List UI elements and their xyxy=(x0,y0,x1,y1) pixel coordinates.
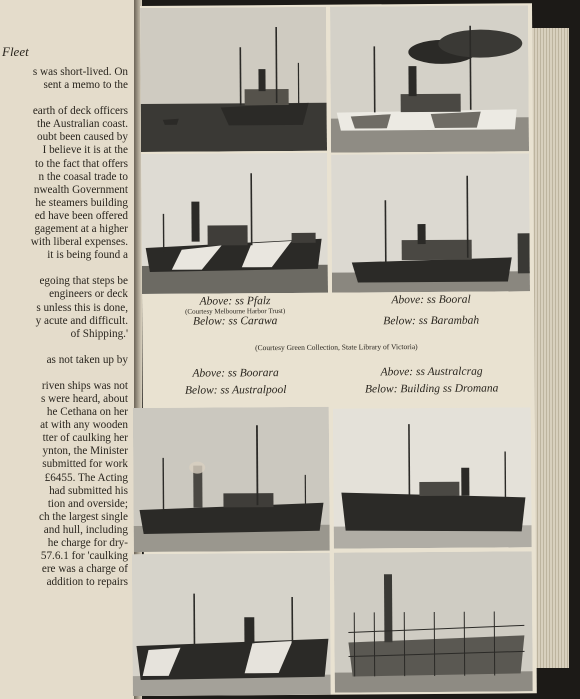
left-page-line: y acute and difficult. xyxy=(35,314,128,327)
left-page-line: it is being found a xyxy=(47,249,128,262)
left-page-line: at with any wooden xyxy=(40,419,128,432)
ship-photo-icon xyxy=(141,153,328,294)
left-page-line: nwealth Government xyxy=(33,183,128,196)
photo-barambah xyxy=(331,153,530,292)
ship-photo-icon xyxy=(331,153,530,292)
left-page-line: n the coasal trade to xyxy=(38,170,128,183)
left-page-line: earth of deck officers xyxy=(32,105,128,118)
photo-booral xyxy=(330,5,529,152)
left-page-line: ed have been offered xyxy=(34,209,128,222)
left-page-line: with liberal expenses. xyxy=(30,236,128,249)
left-page-line: s were heard, about xyxy=(41,392,128,405)
right-page xyxy=(140,3,537,696)
photo-dromana xyxy=(334,551,533,692)
left-page-line: and hull, including xyxy=(43,523,128,536)
left-page-line: egoing that steps be xyxy=(39,275,128,288)
left-page-line: had submitted his xyxy=(49,484,128,497)
caption-carawa: Below: ss Carawa xyxy=(192,315,278,328)
left-page-line xyxy=(0,262,128,275)
left-page-line: he charge for dry- xyxy=(47,537,128,549)
caption-boorara-australpool xyxy=(143,367,329,397)
ship-photo-icon xyxy=(330,5,529,152)
left-page-line: ynton, the Minister xyxy=(42,445,128,458)
left-page-line: tion and overside; xyxy=(47,497,128,510)
left-page-line: he steamers building xyxy=(35,196,128,209)
ship-photo-icon xyxy=(333,407,532,548)
left-page-line: sent a memo to the xyxy=(43,79,128,92)
left-page-heading: Fleet xyxy=(2,44,29,59)
left-page-line: £6455. The Acting xyxy=(44,471,128,484)
left-page-line: tter of caulking her xyxy=(42,432,128,445)
photo-boorara xyxy=(132,553,331,696)
left-page-line: s unless this is done, xyxy=(36,301,128,314)
caption-booral-barambah xyxy=(332,293,530,327)
caption-booral: Above: ss Booral xyxy=(391,293,471,307)
caption-barambah: Below: ss Barambah xyxy=(383,314,480,328)
left-page-line: oubt been caused by xyxy=(36,131,128,144)
ship-photo-icon xyxy=(132,553,331,696)
left-page-line: the Australian coast. xyxy=(36,118,128,131)
left-page-line: engineers or deck xyxy=(49,288,128,301)
ship-photo-icon xyxy=(133,407,330,552)
left-page-line: of Shipping.' xyxy=(70,327,128,340)
ship-photo-icon xyxy=(140,7,327,152)
photo-carawa xyxy=(141,153,328,294)
photo-australcrag xyxy=(333,407,532,548)
caption-australcrag-dromana xyxy=(333,365,531,395)
left-page-line xyxy=(0,92,128,105)
left-page-line xyxy=(0,367,128,380)
credit-melbourne-harbor-trust: (Courtesy Melbourne Harbor Trust) xyxy=(185,306,286,316)
left-page-line: 57.6.1 for 'caulking xyxy=(40,550,128,563)
left-page-line xyxy=(0,341,128,354)
left-page-line: ch the largest single xyxy=(39,510,128,523)
left-page-line: riven ships was not xyxy=(41,379,128,392)
left-page-line: addition to repairs xyxy=(46,576,128,589)
left-page-line: to the fact that offers xyxy=(35,157,128,170)
left-page-line: he Cethana on her xyxy=(46,406,128,419)
photo-pfalz xyxy=(140,7,327,152)
left-page-line: submitted for work xyxy=(42,458,128,471)
left-page-line: I believe it is at the xyxy=(42,144,128,157)
left-page-line: as not taken up by xyxy=(46,353,128,366)
caption-boorara: Above: ss Boorara xyxy=(192,367,279,380)
left-page-line: gagement at a higher xyxy=(34,223,128,236)
caption-pfalz-carawa xyxy=(142,295,328,328)
left-page-line: ere was a charge of xyxy=(41,563,128,576)
caption-dromana: Below: Building ss Dromana xyxy=(364,382,499,396)
ship-photo-icon xyxy=(334,551,533,692)
caption-pfalz: Above: ss Pfalz xyxy=(199,295,271,308)
caption-australpool: Below: ss Australpool xyxy=(184,383,287,397)
left-page-line: s was short-lived. On xyxy=(32,66,128,78)
left-page xyxy=(0,0,136,699)
left-page-text xyxy=(0,66,128,589)
photo-australpool xyxy=(133,407,330,552)
caption-australcrag: Above: ss Australcrag xyxy=(380,365,483,379)
credit-green-collection: (Courtesy Green Collection, State Library of Victoria) xyxy=(255,342,418,353)
